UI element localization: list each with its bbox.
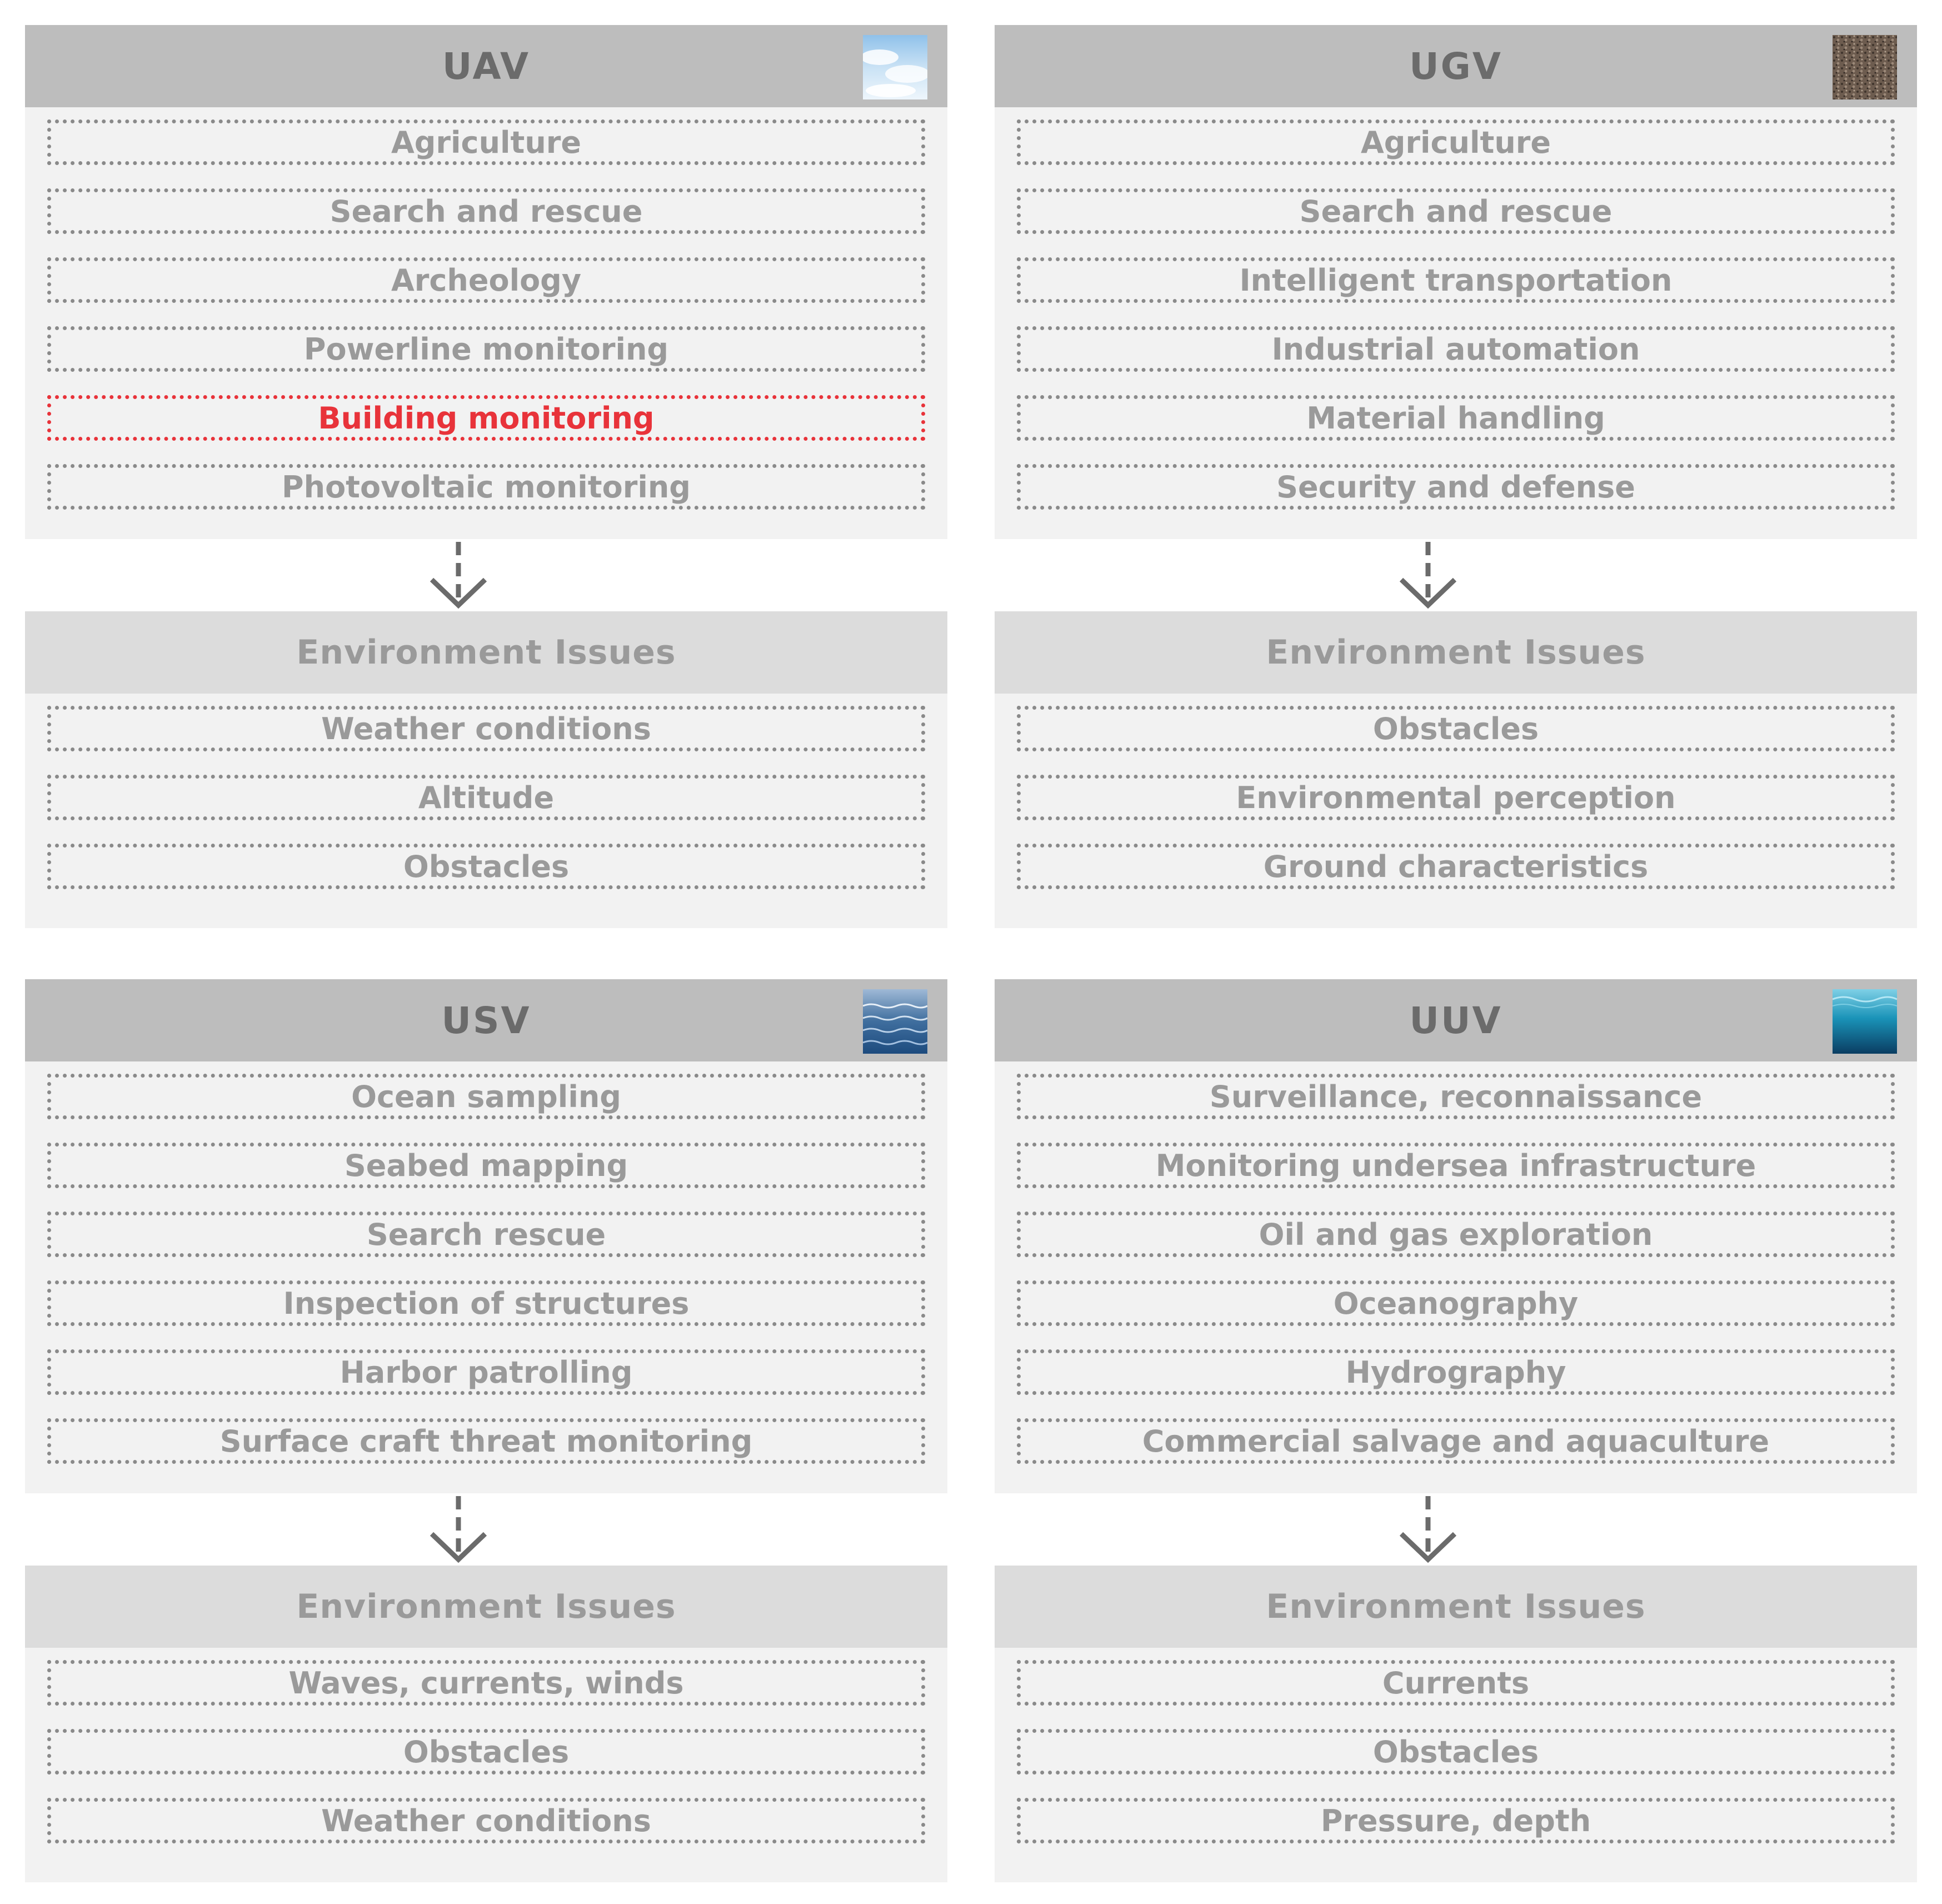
uuv-application-list <box>1017 1074 1895 1487</box>
dashed-arrow-down-icon <box>1395 541 1461 610</box>
application-item: Monitoring undersea infrastructure <box>1017 1143 1895 1188</box>
issue-item: Ground characteristics <box>1017 844 1895 889</box>
uav-applications-panel <box>25 25 947 539</box>
usv-application-list <box>47 1074 925 1487</box>
env-issues-title: Environment Issues <box>1266 633 1646 672</box>
ugv-issue-list <box>1017 706 1895 913</box>
application-item: Agriculture <box>47 119 925 165</box>
issue-item: Altitude <box>47 775 925 820</box>
issue-item: Weather conditions <box>47 706 925 751</box>
uav-header <box>25 25 947 107</box>
application-item: Search rescue <box>47 1212 925 1257</box>
application-item: Search and rescue <box>47 188 925 234</box>
uuv-environment-panel <box>995 1566 1917 1882</box>
uuv-issue-list <box>1017 1660 1895 1867</box>
env-issues-title: Environment Issues <box>296 1587 676 1626</box>
issue-item: Obstacles <box>47 1729 925 1775</box>
application-item: Material handling <box>1017 395 1895 441</box>
issue-item: Currents <box>1017 1660 1895 1706</box>
env-issues-title: Environment Issues <box>296 633 676 672</box>
soil-ground-icon <box>1833 35 1897 99</box>
sky-clouds-icon <box>863 35 927 99</box>
water-surface-icon <box>863 989 927 1054</box>
usv-env-header <box>25 1566 947 1648</box>
uuv-header <box>995 979 1917 1061</box>
ugv-title: UGV <box>1409 44 1502 88</box>
application-item: Powerline monitoring <box>47 326 925 372</box>
ugv-env-header <box>995 611 1917 694</box>
application-item: Agriculture <box>1017 119 1895 165</box>
ugv-applications-panel <box>995 25 1917 539</box>
uuv-env-header <box>995 1566 1917 1648</box>
issue-item: Obstacles <box>1017 706 1895 751</box>
application-item: Ocean sampling <box>47 1074 925 1119</box>
issue-item: Weather conditions <box>47 1798 925 1843</box>
application-item: Inspection of structures <box>47 1280 925 1326</box>
application-item: Oil and gas exploration <box>1017 1212 1895 1257</box>
uav-title: UAV <box>442 44 531 88</box>
ugv-application-list <box>1017 119 1895 533</box>
ugv-environment-panel <box>995 611 1917 928</box>
usv-issue-list <box>47 1660 925 1867</box>
uav-env-header <box>25 611 947 694</box>
dashed-arrow-down-icon <box>1395 1495 1461 1564</box>
application-item: Surface craft threat monitoring <box>47 1418 925 1464</box>
uav-environment-panel <box>25 611 947 928</box>
usv-environment-panel <box>25 1566 947 1882</box>
application-item: Oceanography <box>1017 1280 1895 1326</box>
uuv-applications-panel <box>995 979 1917 1493</box>
issue-item: Waves, currents, winds <box>47 1660 925 1706</box>
underwater-icon <box>1833 989 1897 1054</box>
ugv-header <box>995 25 1917 107</box>
application-item: Search and rescue <box>1017 188 1895 234</box>
usv-title: USV <box>441 999 531 1042</box>
env-issues-title: Environment Issues <box>1266 1587 1646 1626</box>
application-item: Harbor patrolling <box>47 1349 925 1395</box>
issue-item: Obstacles <box>47 844 925 889</box>
usv-header <box>25 979 947 1061</box>
application-item: Seabed mapping <box>47 1143 925 1188</box>
application-item: Industrial automation <box>1017 326 1895 372</box>
usv-applications-panel <box>25 979 947 1493</box>
application-item: Photovoltaic monitoring <box>47 464 925 510</box>
uuv-title: UUV <box>1409 999 1502 1042</box>
uav-application-list <box>47 119 925 533</box>
uav-issue-list <box>47 706 925 913</box>
application-item: Hydrography <box>1017 1349 1895 1395</box>
application-item: Archeology <box>47 257 925 303</box>
dashed-arrow-down-icon <box>425 1495 492 1564</box>
application-item-highlighted: Building monitoring <box>47 395 925 441</box>
application-item: Security and defense <box>1017 464 1895 510</box>
application-item: Surveillance, reconnaissance <box>1017 1074 1895 1119</box>
issue-item: Pressure, depth <box>1017 1798 1895 1843</box>
dashed-arrow-down-icon <box>425 541 492 610</box>
issue-item: Obstacles <box>1017 1729 1895 1775</box>
issue-item: Environmental perception <box>1017 775 1895 820</box>
application-item: Commercial salvage and aquaculture <box>1017 1418 1895 1464</box>
application-item: Intelligent transportation <box>1017 257 1895 303</box>
